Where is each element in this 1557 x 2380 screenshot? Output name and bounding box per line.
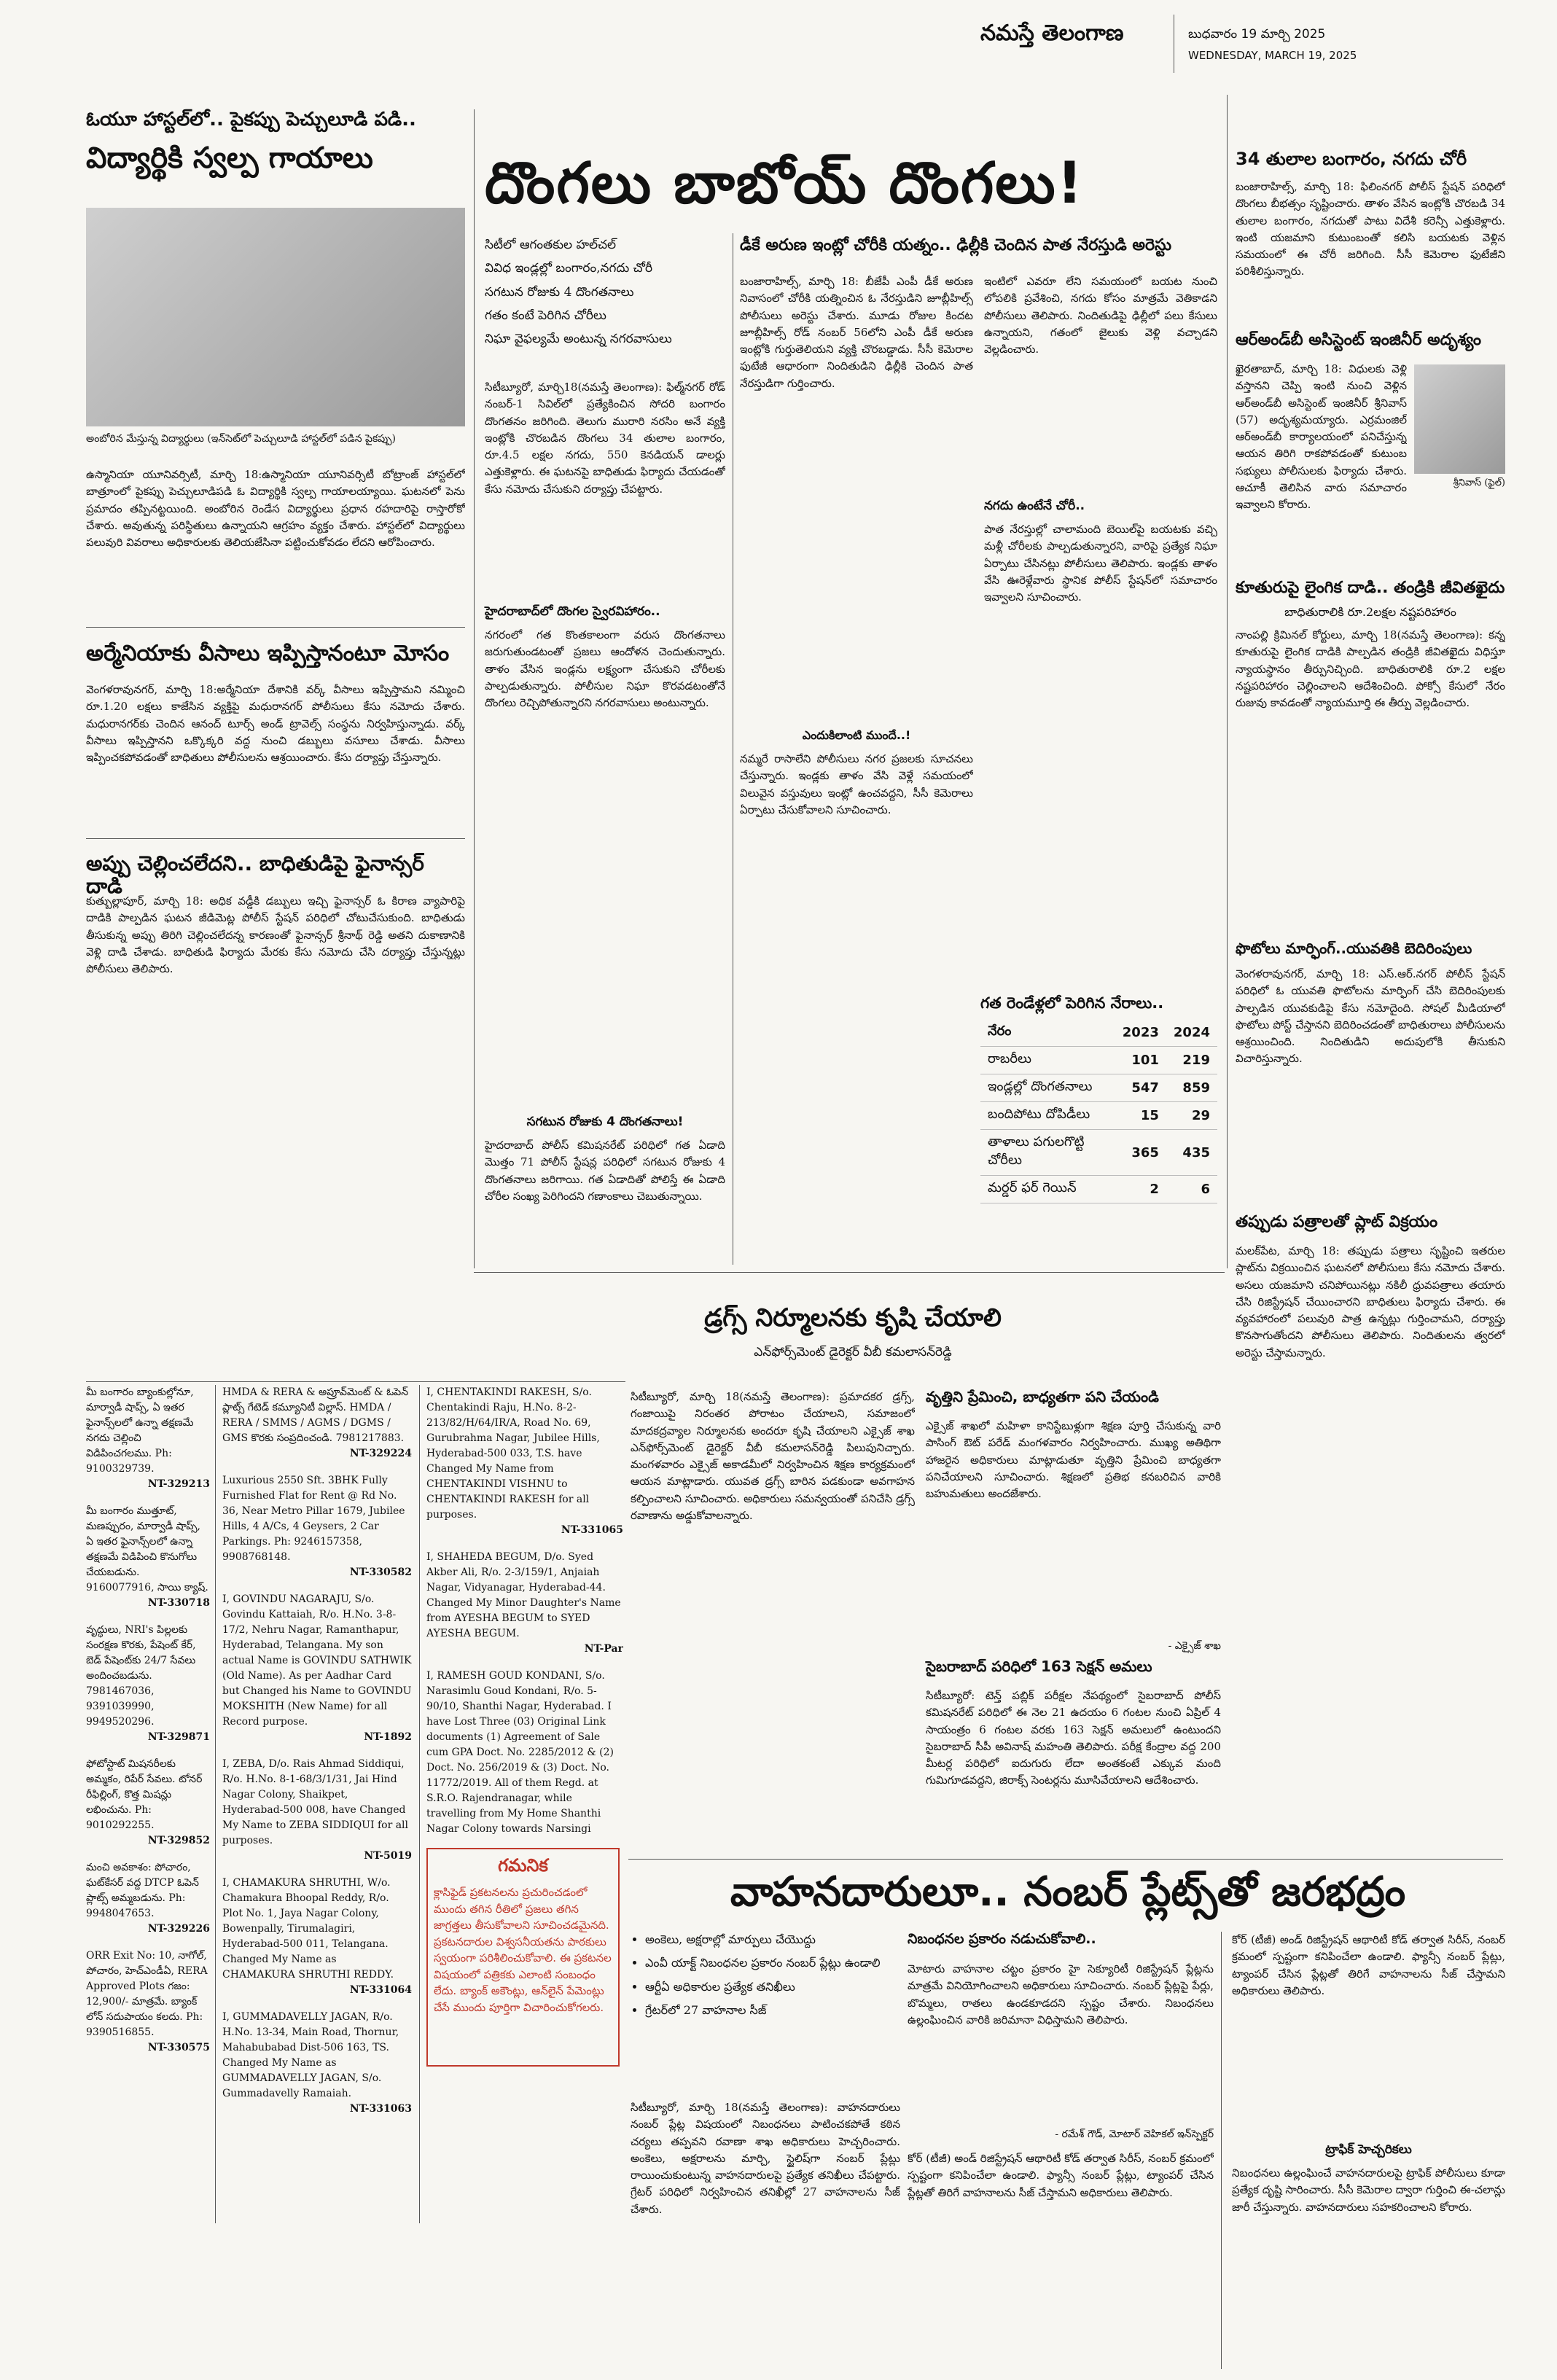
right-story5-headline: తప్పుడు పత్రాలతో ప్లాట్ విక్రయం bbox=[1236, 1213, 1438, 1231]
classified-id: NT-330575 bbox=[147, 2042, 210, 2053]
stats-header-row bbox=[980, 1019, 1217, 1047]
masthead-date-te: బుధవారం 19 మార్చి 2025 bbox=[1188, 27, 1326, 42]
classified-text: వృద్ధులు, NRI's పిల్లలకు సంరక్షణ కొరకు, పేషెంట్ కేర్, బెడ్ పేషెంట్‌కు 24/7 సేవలు అందించబడును. 7981467036, 9391039990, 9949520296. bbox=[86, 1624, 196, 1728]
stats-header: 2023 bbox=[1115, 1019, 1166, 1047]
bottom-bullet: • గ్రేటర్‌లో 27 వాహనాల సీజ్ bbox=[645, 2002, 908, 2018]
stats-crime: తాళాలు పగులగొట్టి చోరీలు bbox=[980, 1130, 1115, 1176]
sim-body: సిటీబ్యూరో: టెన్త్ పబ్లిక్ పరీక్షల నేపథ్యంలో సైబరాబాద్ పోలీస్ కమిషనరేట్ పరిధిలో ఈ నెల 21 ఉదయం 6 గంటల నుంచి ఏప్రిల్ 4 సాయంత్రం 6 గంటల వరకు 163 సెక్షన్ అమలులో ఉంటుందని సైబరాబాద్ సీపీ అవినాష్ మహంతి తెలిపారు. పరీక్ష కేంద్రాల వద్ద 200 మీటర్ల పరిధిలో ఐదుగురు లేదా అంతకంటే ఎక్కువ మంది గుమిగూడవద్దని, జిరాక్స్ సెంటర్లను మూసివేయాలని ఆదేశించారు. bbox=[926, 1689, 1221, 1787]
drugs-byline: ఎన్‌ఫోర్స్‌మెంట్ డైరెక్టర్ వీబీ కమలాసన్‌రెడ్డి bbox=[754, 1345, 952, 1359]
sub-story-closing: నమ్మరే రాసాలేని పోలీసులు నగర ప్రజలకు సూచనలు చేస్తున్నారు. ఇండ్లకు తాళం వేసి వెళ్లే సమయంలో విలువైన వస్తువులు ఇంట్లో ఉంచవద్దని, సీసీ కెమెరాలు ఏర్పాటు చేసుకోవాలని సూచించారు. bbox=[740, 752, 973, 816]
notice-box bbox=[426, 1848, 620, 2067]
classified-text: మీ బంగారం బ్యాంకుల్లోనూ, మార్వాడీ షాప్స్, ఏ ఇతర ఫైనాన్స్‌లలో ఉన్నా తక్షణమే నగదు చెల్లించి విడిపించగలము. Ph: 9100329739. bbox=[86, 1386, 194, 1475]
right-story2-caption: శ్రీనివాస్ (ఫైల్) bbox=[1453, 477, 1505, 488]
right-story1-headline: 34 తులాల బంగారం, నగదు చోరీ bbox=[1236, 149, 1467, 169]
lead-sub2: సగటున రోజుకు 4 దొంగతనాలు! bbox=[526, 1115, 684, 1129]
classified-id: NT-329226 bbox=[147, 1923, 210, 1935]
classified-text: Luxurious 2550 Sft. 3BHK Fully Furnished Flat for Rent @ Rd No. 36, Near Metro Pillar 1679, Jubilee Hills, 4 A/Cs, 4 Geysers, 2 Car Parkings. Ph: 9246157358, 9908768148. bbox=[222, 1475, 405, 1563]
stats-2023: 547 bbox=[1115, 1074, 1166, 1102]
classified-ad bbox=[86, 1385, 210, 1492]
classified-text: మంచి అవకాశం: పోచారం, ఘట్‌కేసర్ వద్ద DTCP ఓపెన్ ప్లాట్స్ అమ్మబడును. Ph: 9948047653. bbox=[86, 1862, 199, 1919]
classified-ad bbox=[426, 1669, 623, 1837]
bottom-sub2: ట్రాఫిక్ హెచ్చరికలు bbox=[1325, 2142, 1412, 2157]
service-body: ఎక్సైజ్ శాఖలో మహిళా కానిస్టేబుళ్లుగా శిక్షణ పూర్తి చేసుకున్న వారి పాసింగ్ ఔట్ పరేడ్ మంగళవారం నిర్వహించారు. ముఖ్య అతిథిగా హాజరైన అధికారులు మాట్లాడుతూ వృత్తిని ప్రేమించి బాధ్యతగా పనిచేయాలని సూచించారు. శిక్షణలో ప్రతిభ కనబరిచిన వారికి బహుమతులు అందజేశారు. bbox=[926, 1419, 1221, 1500]
bottom-byline: - రమేశ్ గౌడ్, మోటార్ వెహికల్ ఇన్‌స్పెక్టర్ bbox=[1055, 2129, 1214, 2140]
stats-crime: రాబరీలు bbox=[980, 1047, 1115, 1074]
left-story2-body: వెంగళరావునగర్, మార్చి 18:అర్మేనియా దేశానికి వర్క్ వీసాలు ఇప్పిస్తామని నమ్మించి రూ.1.20 లక్షలు కాజేసిన వ్యక్తిపై మధురానగర్ పోలీసులు కేసు నమోదు చేశారు. మధురానగర్‌కు చెందిన ఆనంద్ టూర్స్ అండ్ ట్రావెల్స్ సంస్థను నిర్వహిస్తున్నాడు. వర్క్ వీసాలు ఇప్పిస్తానని ఒక్కొక్కరి వద్ద నుంచి డబ్బులు వసూలు చేశాడు. వీసాలు ఇప్పించకపోవడంతో బాధితులు పోలీసులను ఆశ్రయించారు. కేసు దర్యాప్తు చేస్తున్నారు. bbox=[86, 683, 465, 764]
classifieds-col1 bbox=[86, 1385, 210, 2223]
classified-ad bbox=[86, 1623, 210, 1745]
stats-2023: 365 bbox=[1115, 1130, 1166, 1176]
classified-id: NT-329213 bbox=[147, 1478, 210, 1490]
sub-story-sub1: నగదు ఉంటేనే చోరీ.. bbox=[984, 499, 1085, 513]
classified-text: I, GUMMADAVELLY JAGAN, R/o. H.No. 13-34, Main Road, Thornur, Mahabubabad Dist-506 163, TS. Changed My Name as GUMMADAVELLY JAGAN, S/o. Gummadavelly Ramaiah. bbox=[222, 2011, 399, 2099]
bottom-body4-pre: కోర్ (టీజీ) అండ్ రిజిస్ట్రేషన్ ఆథారిటీ కోడ్ తర్వాత సిరీస్, నంబర్ క్రమంలో స్పష్టంగా కనిపించేలా ఉండాలి. ఫ్యాన్సీ నంబర్ ప్లేట్లు, ట్యాంపర్ చేసిన ప్లేట్లతో తిరిగే వాహనాలను సీజ్ చేస్తామని అధికారులు తెలిపారు. bbox=[1232, 1933, 1505, 1997]
sub-story-body1: బంజారాహిల్స్, మార్చి 18: బీజేపీ ఎంపీ డీకే అరుణ నివాసంలో చోరీకి యత్నించిన ఓ నేరస్తుడిని జూబ్లీహిల్స్ పోలీసులు అరెస్టు చేశారు. మూడు రోజుల కిందట జూబ్లీహిల్స్ రోడ్ నంబర్ 56లోని ఎంపీ డీకే అరుణ ఇంట్లోకి గుర్తుతెలియని వ్యక్తి చొరబడ్డాడు. సీసీ కెమెరాల ఫుటేజీ ఆధారంగా నిందితుడిని ఢిల్లీకి చెందిన పాత నేరస్తుడిగా గుర్తించారు. bbox=[740, 275, 973, 390]
classified-id: NT-329871 bbox=[147, 1731, 210, 1743]
stats-header: నేరం bbox=[980, 1019, 1115, 1047]
lead-deck: గతం కంటే పెరిగిన చోరీలు bbox=[485, 308, 606, 323]
bottom-body2: మోటారు వాహనాల చట్టం ప్రకారం హై సెక్యూరిటీ రిజిస్ట్రేషన్ ప్లేట్లను మాత్రమే వినియోగించాలని అధికారులు సూచించారు. నంబర్ ప్లేట్లపై పేర్లు, బొమ్మలు, రాతలు ఉండకూడదని స్పష్టం చేశారు. నిబంధనలు ఉల్లంఘించిన వారికి జరిమానా విధిస్తామని తెలిపారు. bbox=[908, 1962, 1214, 2026]
drugs-headline: డ్రగ్స్ నిర్మూలనకు కృషి చేయాలి bbox=[704, 1303, 1002, 1333]
masthead-brand: నమస్తే తెలంగాణ bbox=[980, 20, 1124, 46]
left-story1-kicker: ఓయూ హాస్టల్‌లో.. పైకప్పు పెచ్చులూడి పడి.. bbox=[86, 109, 416, 130]
stats-crime: బందిపోటు దోపిడీలు bbox=[980, 1102, 1115, 1130]
stats-header: 2024 bbox=[1166, 1019, 1217, 1047]
classified-ad bbox=[222, 2010, 412, 2117]
bottom-bullets bbox=[631, 1932, 908, 2026]
classified-text: ORR Exit No: 10, నాగోల్, పోచారం, హెచ్ఎండీఏ, RERA Approved Plots గజం: 12,900/- మాత్రమే. బ్యాంక్ లోన్ సదుపాయం కలదు. Ph: 9390516855. bbox=[86, 1950, 208, 2038]
right-story2-body: ఖైరతాబాద్, మార్చి 18: విధులకు వెళ్లి వస్తానని చెప్పి ఇంటి నుంచి వెళ్లిన ఆర్‌అండ్‌బీ అసిస్టెంట్ ఇంజినీర్ శ్రీనివాస్ (57) అదృశ్యమయ్యారు. ఎర్రమంజిల్ ఆర్‌అండ్‌బీ కార్యాలయంలో పనిచేస్తున్న ఆయన తిరిగి రాకపోవడంతో కుటుంబ సభ్యులు పోలీసులకు ఫిర్యాదు చేశారు. ఆచూకీ తెలిసిన వారు సమాచారం ఇవ్వాలని కోరారు. bbox=[1236, 362, 1407, 511]
sub-story-body2: ఇంటిలో ఎవరూ లేని సమయంలో బయట నుంచి లోపలికి ప్రవేశించి, నగదు కోసం మాత్రమే వెతికాడని పోలీసులు తెలిపారు. నిందితుడిపై ఢిల్లీలో పలు కేసులు ఉన్నాయని, గతంలో జైలుకు వెళ్లి వచ్చాడని వెల్లడించారు. bbox=[984, 275, 1217, 356]
left-story1-caption: అంబోరిన మేస్తున్న విద్యార్థులు (ఇన్‌సెట్‌లో పెచ్చులూడి హాస్టల్‌లో పడిన పైకప్పు) bbox=[86, 433, 396, 445]
stats-2023: 101 bbox=[1115, 1047, 1166, 1074]
stats-2024: 435 bbox=[1166, 1130, 1217, 1176]
classified-ad bbox=[222, 1757, 412, 1864]
classified-ad bbox=[222, 1473, 412, 1580]
sub-story-body3: పాత నేరస్తుల్లో చాలామంది బెయిల్‌పై బయటకు వచ్చి మళ్లీ చోరీలకు పాల్పడుతున్నారని, వారిపై ప్రత్యేక నిఘా ఏర్పాటు చేసినట్లు పోలీసులు తెలిపారు. ఇండ్లకు తాళం వేసి ఊరెళ్లేవారు స్థానిక పోలీస్ స్టేషన్‌లో సమాచారం ఇవ్వాలని సూచించారు. bbox=[984, 523, 1217, 604]
stats-title: గత రెండేళ్లలో పెరిగిన నేరాలు.. bbox=[980, 994, 1164, 1012]
classified-id: NT-331065 bbox=[561, 1524, 623, 1536]
stats-row bbox=[980, 1176, 1217, 1203]
notice-title: గమనిక bbox=[498, 1855, 548, 1876]
classified-text: I, SHAHEDA BEGUM, D/o. Syed Akber Ali, R/o. 2-3/159/1, Anjaiah Nagar, Vidyanagar, Hyderabad-44. Changed My Minor Daughter's Name from AYESHA BEGUM to SYED AYESHA BEGUM. bbox=[426, 1551, 621, 1639]
right-story4-headline: ఫొటోలు మార్ఫింగ్..యువతికి బెదిరింపులు bbox=[1236, 940, 1472, 957]
classified-text: HMDA & RERA & అప్రూవ్‌మెంట్ & ఓపెన్ ప్లాట్స్ గేటెడ్ కమ్యూనిటీ విల్లాస్. HMDA / RERA / SMMS / AGMS / DGMS / GMS కొరకు సంప్రదించండి. 7981217883. bbox=[222, 1386, 409, 1444]
classified-ad bbox=[86, 1948, 210, 2056]
sub-story-closing-label: ఎందుకిలాంటి ముందే..! bbox=[802, 728, 911, 742]
classified-id: NT-330718 bbox=[147, 1597, 210, 1609]
right-story1-body: బంజారాహిల్స్, మార్చి 18: ఫిలింనగర్ పోలీస్ స్టేషన్ పరిధిలో దొంగలు బీభత్సం సృష్టించారు. తాళం వేసిన ఇంట్లోకి చొరబడి 34 తులాల బంగారం, నగదుతో పాటు విదేశీ కరెన్సీ ఎత్తుకెళ్లారు. ఇంటి యజమాని కుటుంబంతో కలిసి బయటకు వెళ్లిన సమయంలో ఈ చోరీ జరిగింది. సీసీ కెమెరాల ఫుటేజీని పరిశీలిస్తున్నారు. bbox=[1236, 180, 1505, 278]
bottom-body3: కోర్ (టీజీ) అండ్ రిజిస్ట్రేషన్ ఆథారిటీ కోడ్ తర్వాత సిరీస్, నంబర్ క్రమంలో స్పష్టంగా కనిపించేలా ఉండాలి. ఫ్యాన్సీ నంబర్ ప్లేట్లు, ట్యాంపర్ చేసిన ప్లేట్లతో తిరిగే వాహనాలను సీజ్ చేస్తామని అధికారులు తెలిపారు. bbox=[908, 2152, 1214, 2199]
stats-2024: 859 bbox=[1166, 1074, 1217, 1102]
bottom-headline: వాహనదారులూ.. నంబర్ ప్లేట్స్‌తో జరభద్రం bbox=[730, 1868, 1406, 1916]
classified-text: I, ZEBA, D/o. Rais Ahmad Siddiqui, R/o. H.No. 8-1-68/3/1/31, Jai Hind Nagar Colony, Shaikpet, Hyderabad-500 008, have Changed My Name to ZEBA SIDDIQUI for all purposes. bbox=[222, 1758, 409, 1846]
classified-id: NT-331063 bbox=[349, 2103, 412, 2115]
classified-id: NT-1892 bbox=[364, 1731, 412, 1743]
classified-ad bbox=[86, 1860, 210, 1937]
stats-2023: 15 bbox=[1115, 1102, 1166, 1130]
classified-text: I, CHAMAKURA SHRUTHI, W/o. Chamakura Bhoopal Reddy, R/o. Plot No. 1, Jaya Nagar Colony, Bowenpally, Tirumalagiri, Hyderabad-500 011, Telangana. Changed My Name as CHAMAKURA SHRUTHI REDDY. bbox=[222, 1877, 394, 1981]
lead-deck: వివిధ ఇండ్లల్లో బంగారం,నగదు చోరీ bbox=[485, 261, 653, 276]
right-story4-body: వెంగళరావునగర్, మార్చి 18: ఎస్.ఆర్.నగర్ పోలీస్ స్టేషన్ పరిధిలో ఓ యువతి ఫొటోలను మార్ఫింగ్ చేసి బెదిరింపులకు పాల్పడిన యువకుడిపై కేసు నమోదైంది. సోషల్ మీడియాలో ఫొటోలు పోస్ట్ చేస్తానని బెదిరించడంతో బాధితురాలు పోలీసులను ఆశ్రయించింది. నిందితుడిని అదుపులోకి తీసుకుని విచారిస్తున్నారు. bbox=[1236, 967, 1505, 1066]
masthead-date-en: WEDNESDAY, MARCH 19, 2025 bbox=[1188, 49, 1357, 62]
stats-table bbox=[980, 1019, 1217, 1203]
bottom-bullet: • ఆర్టీఏ అధికారుల ప్రత్యేక తనిఖీలు bbox=[645, 1979, 908, 1995]
left-story1-body: ఉస్మానియా యూనివర్సిటీ, మార్చి 18:ఉస్మానియా యూనివర్సిటీ బోట్రాంజ్ హాస్టల్‌లో బాత్రూంలో పైకప్పు పెచ్చులూడిపడి ఓ విద్యార్థికి స్వల్ప గాయాలయ్యాయి. ఘటనలో పెను ప్రమాదం తప్పినట్టయింది. అంబోరిన రెండేస విద్యార్థులు ప్రధాన రహదారిపై రాస్తారోకో చేశారు. అవుతున్న పరిస్థితులు ఉన్నాయని ఆగ్రహం వ్యక్తం చేశారు. హాస్టల్‌లో విద్యార్థులు పలువురి వివరాలు అధికారులకు తెలియజేసినా పట్టించుకోవడం లేదని ఆరోపించారు. bbox=[86, 468, 465, 549]
lead-deck: సిటీలో ఆగంతకుల హల్‌చల్ bbox=[485, 238, 617, 252]
classified-id: NT-329852 bbox=[147, 1835, 210, 1846]
left-story3-body: కుత్బుల్లాపూర్, మార్చి 18: అధిక వడ్డీకి డబ్బులు ఇచ్చి ఫైనాన్సర్ ఓ కిరాణ వ్యాపారిపై దాడికి పాల్పడిన ఘటన జీడిమెట్ల పోలీస్ స్టేషన్ పరిధిలో చోటుచేసుకుంది. బాధితుడు తీసుకున్న అప్పు తిరిగి చెల్లించలేదన్న కారణంతో ఫైనాన్సర్ శ్రీనాథ్ రెడ్డి అతని దుకాణానికి వెళ్లి దాడి చేశాడు. బాధితుడి ఫిర్యాదు మేరకు కేసు నమోదు చేసి దర్యాప్తు చేస్తున్నట్లు పోలీసులు తెలిపారు. bbox=[86, 894, 465, 975]
classified-text: I, CHENTAKINDI RAKESH, S/o. Chentakindi Raju, H.No. 8-2-213/82/H/64/IR/A, Road No. 69, Gurubrahma Nagar, Jubilee Hills, Hyderabad-500 033, T.S. have Changed My Name from CHENTAKINDI VISHNU to CHENTAKINDI RAKESH for all purposes. bbox=[426, 1386, 600, 1521]
sub-story-headline: డీకే అరుణ ఇంట్లో చోరీకి యత్నం.. ఢిల్లీకి చెందిన పాత నేరస్తుడి అరెస్టు bbox=[740, 236, 1172, 254]
left-story3-headline: అప్పు చెల్లించలేదని.. బాధితుడిపై ఫైనాన్సర్ దాడి bbox=[86, 851, 424, 898]
bottom-bullet: • అంకెలు, అక్షరాల్లో మార్పులు చేయొద్దు bbox=[645, 1932, 908, 1948]
stats-2023: 2 bbox=[1115, 1176, 1166, 1203]
stats-2024: 6 bbox=[1166, 1176, 1217, 1203]
classified-ad bbox=[222, 1876, 412, 1998]
service-byline: - ఎక్సైజ్ శాఖ bbox=[1168, 1640, 1221, 1652]
right-story3-body: నాంపల్లి క్రిమినల్ కోర్టులు, మార్చి 18(నమస్తే తెలంగాణ): కన్న కూతురుపై లైంగిక దాడికి పాల్పడిన తండ్రికి జీవితఖైదు విధిస్తూ న్యాయస్థానం తీర్పునిచ్చింది. బాధితురాలికి రూ.2 లక్షల నష్టపరిహారం చెల్లించాలని ఆదేశించింది. పోక్సో కేసులో నేరం రుజువు కావడంతో న్యాయమూర్తి ఈ తీర్పు వెల్లడించారు. bbox=[1236, 628, 1505, 709]
classifieds-col3 bbox=[426, 1385, 623, 1837]
classified-ad bbox=[222, 1592, 412, 1745]
classified-id: NT-330582 bbox=[349, 1566, 412, 1578]
classifieds-col2 bbox=[222, 1385, 412, 2223]
service-headline: వృత్తిని ప్రేమించి, బాధ్యతగా పని చేయండి bbox=[926, 1388, 1159, 1405]
bottom-sub: నిబంధనల ప్రకారం నడుచుకోవాలి.. bbox=[908, 1931, 1096, 1947]
classified-id: NT-331064 bbox=[349, 1984, 412, 1996]
lead-sub1: హైదరాబాద్‌లో దొంగల స్వైరవిహారం.. bbox=[485, 604, 660, 619]
classified-text: ఫోటోస్టాట్ మిషనరీలకు అమ్మకం, రిపేర్ సేవలు. టోనర్ రీఫిల్లింగ్, కొత్త మిషన్లు లభించును. Ph: 9010292255. bbox=[86, 1758, 203, 1831]
stats-row bbox=[980, 1130, 1217, 1176]
left-story2-headline: అర్మేనియాకు వీసాలు ఇప్పిస్తానంటూ మోసం bbox=[86, 641, 450, 666]
engineer-photo bbox=[1414, 364, 1505, 474]
classified-ad bbox=[426, 1550, 623, 1657]
stats-row bbox=[980, 1047, 1217, 1074]
classified-text: I, RAMESH GOUD KONDANI, S/o. Narasimlu Goud Kondani, R/o. 5-90/10, Shanthi Nagar, Hyderabad. I have Lost Three (03) Original Link documents (1) Agreement of Sale cum GPA Doct. No. 2285/2012 & (2) Doct. No. 256/2019 & (3) Doct. No. 11772/2019. All of them Regd. at S.R.O. Rajendranagar, while travelling from My Home Shanthi Nagar Colony towards Narsingi bbox=[426, 1670, 614, 1835]
bottom-body1: సిటీబ్యూరో, మార్చి 18(నమస్తే తెలంగాణ): వాహనదారులు నంబర్ ప్లేట్ల విషయంలో నిబంధనలు పాటించకపోతే కఠిన చర్యలు తప్పవని రవాణా శాఖ అధికారులు హెచ్చరించారు. అంకెలు, అక్షరాలను మార్చి, స్టైలిష్‌గా నంబర్ ప్లేట్లు రాయించుకుంటున్న వాహనదారులపై ప్రత్యేక తనిఖీలు చేపట్టారు. గ్రేటర్ పరిధిలో నిర్వహించిన తనిఖీల్లో 27 వాహనాలను సీజ్ చేశారు. bbox=[631, 2101, 900, 2216]
bottom-bullet: • ఎంవీ యాక్ట్ నిబంధనల ప్రకారం నంబర్ ప్లేట్లు ఉండాలి bbox=[645, 1955, 908, 1971]
notice-body: క్లాసిఫైడ్ ప్రకటనలను ప్రచురించడంలో ముందు తగిన రీతిలో ప్రజలు తగిన జాగ్రత్తలు తీసుకోవాలని సూచించడమైనది. ప్రకటనదారుల విశ్వసనీయతను పాఠకులు స్వయంగా పరిశీలించుకోవాలి. ఈ ప్రకటనల విషయంలో పత్రికకు ఎలాంటి సంబంధం లేదు. బ్యాంక్ అకౌంట్లు, ఆన్‌లైన్ పేమెంట్లు చేసే ముందు పూర్తిగా విచారించుకోగలరు. bbox=[434, 1886, 612, 2014]
classified-id: NT-Par bbox=[584, 1643, 623, 1655]
stats-box bbox=[980, 995, 1217, 1221]
lead-headline: దొంగలు బాబోయ్ దొంగలు! bbox=[485, 151, 1085, 216]
right-story3-sub: బాధితురాలికి రూ.2లక్షల నష్టపరిహారం bbox=[1284, 605, 1456, 619]
stats-crime: ఇండ్లల్లో దొంగతనాలు bbox=[980, 1074, 1115, 1102]
classified-id: NT-5019 bbox=[364, 1850, 412, 1862]
classified-ad bbox=[86, 1504, 210, 1611]
lead-deck: సగటున రోజుకు 4 దొంగతనాలు bbox=[485, 284, 634, 300]
hostel-photo bbox=[86, 208, 465, 426]
sim-headline: సైబరాబాద్ పరిధిలో 163 సెక్షన్ అమలు bbox=[926, 1658, 1152, 1675]
classified-text: I, GOVINDU NAGARAJU, S/o. Govindu Kattaiah, R/o. H.No. 3-8-17/2, Nehru Nagar, Ramanthapur, Hyderabad, Telangana. My son actual Name is GOVINDU SATHWIK (Old Name). As per Aadhar Card but Changed his Name to GOVINDU MOKSHITH (New Name) for all Record purpose. bbox=[222, 1593, 412, 1728]
classified-text: మీ బంగారం ముత్తూట్, మణప్పురం, మార్వాడీ షాప్స్, ఏ ఇతర ఫైనాన్స్‌లలో ఉన్నా తక్షణమే విడిపించి కొనుగోలు చేయబడును. 9160077916, సాయి క్యాష్. bbox=[86, 1505, 208, 1593]
lead-body2: నగరంలో గత కొంతకాలంగా వరుస దొంగతనాలు జరుగుతుండటంతో ప్రజలు ఆందోళన చెందుతున్నారు. తాళం వేసిన ఇండ్లను లక్ష్యంగా చేసుకుని చోరీలకు పాల్పడుతున్నారు. పోలీసుల నిఘా కొరవడటంతోనే దొంగలు రెచ్చిపోతున్నారని నగరవాసులు అంటున్నారు. bbox=[485, 628, 725, 709]
bottom-body4: నిబంధనలు ఉల్లంఘించే వాహనదారులపై ట్రాఫిక్ పోలీసులు కూడా ప్రత్యేక దృష్టి సారించారు. సీసీ కెమెరాల ద్వారా గుర్తించి ఈ-చలాన్లు జారీ చేస్తున్నారు. వాహనదారులు సహకరించాలని కోరారు. bbox=[1232, 2166, 1505, 2214]
classified-ad bbox=[222, 1385, 412, 1462]
left-story1-headline: విద్యార్థికి స్వల్ప గాయాలు bbox=[86, 141, 373, 175]
stats-row bbox=[980, 1074, 1217, 1102]
classified-id: NT-329224 bbox=[349, 1448, 412, 1459]
lead-deck: నిఘా వైఫల్యమే అంటున్న నగరవాసులు bbox=[485, 332, 672, 347]
lead-decks bbox=[485, 233, 725, 351]
drugs-body: సిటీబ్యూరో, మార్చి 18(నమస్తే తెలంగాణ): ప్రమాదకర డ్రగ్స్, గంజాయిపై నిరంతర పోరాటం చేయాలని, సమాజంలో మాదకద్రవ్యాల నిర్మూలనకు అందరూ కృషి చేయాలని ఎక్సైజ్ శాఖ ఎన్‌ఫోర్స్‌మెంట్ డైరెక్టర్ వీబీ కమలాసన్‌రెడ్డి పిలుపునిచ్చారు. మంగళవారం ఎక్సైజ్ అకాడమీలో నిర్వహించిన శిక్షణ కార్యక్రమంలో ఆయన మాట్లాడారు. యువత డ్రగ్స్ బారిన పడకుండా అవగాహన కల్పించాలని సూచించారు. అధికారులు సమన్వయంతో పనిచేసి డ్రగ్స్ రవాణాను అడ్డుకోవాలన్నారు. bbox=[631, 1390, 915, 1522]
right-story3-headline: కూతురుపై లైంగిక దాడి.. తండ్రికి జీవితఖైదు bbox=[1236, 579, 1505, 597]
classified-ad bbox=[86, 1757, 210, 1849]
right-story2-headline: ఆర్‌అండ్‌బీ అసిస్టెంట్ ఇంజినీర్ అదృశ్యం bbox=[1236, 331, 1482, 349]
lead-body3: హైదరాబాద్ పోలీస్ కమిషనరేట్ పరిధిలో గత ఏడాది మొత్తం 71 పోలీస్ స్టేషన్ల పరిధిలో సగటున రోజుకు 4 దొంగతనాలు జరిగాయి. గత ఏడాదితో పోలిస్తే ఈ ఏడాది చోరీల సంఖ్య పెరిగిందని గణాంకాలు చెబుతున్నాయి. bbox=[485, 1139, 725, 1203]
right-story5-body: మలక్‌పేట, మార్చి 18: తప్పుడు పత్రాలు సృష్టించి ఇతరుల ప్లాట్‌ను విక్రయించిన ఘటనలో పోలీసులు కేసు నమోదు చేశారు. అసలు యజమాని చనిపోయినట్లు నకిలీ ధ్రువపత్రాలు తయారు చేసి రిజిస్ట్రేషన్ చేయించారని బాధితులు ఫిర్యాదు చేశారు. ఈ వ్యవహారంలో పలువురి పాత్ర ఉన్నట్లు గుర్తించామని, దర్యాప్తు కొనసాగుతోందని పోలీసులు తెలిపారు. నిందితులను త్వరలో అరెస్టు చేస్తామన్నారు. bbox=[1236, 1244, 1505, 1359]
stats-row bbox=[980, 1102, 1217, 1130]
lead-body1: సిటీబ్యూరో, మార్చి18(నమస్తే తెలంగాణ): ఫిల్మ్‌నగర్ రోడ్ నంబర్-1 సివిల్‌లో ప్రత్యేకించిన సోదరి బంగారం దొంగతనం జరిగింది. తెలుగు మురారి నరసిం అనే వ్యక్తి ఇంట్లోకి చొరబడిన దొంగలు 34 తులాల బంగారం, రూ.4.5 లక్షల నగదు, 550 కెనడియన్ డాలర్లు ఎత్తుకెళ్లారు. ఈ ఘటనపై బాధితుడు ఫిర్యాదు చేయడంతో కేసు నమోదు చేసుకుని దర్యాప్తు చేపట్టారు. bbox=[485, 381, 725, 496]
classified-ad bbox=[426, 1385, 623, 1538]
stats-2024: 219 bbox=[1166, 1047, 1217, 1074]
stats-crime: మర్డర్ ఫర్ గెయిన్ bbox=[980, 1176, 1115, 1203]
stats-2024: 29 bbox=[1166, 1102, 1217, 1130]
